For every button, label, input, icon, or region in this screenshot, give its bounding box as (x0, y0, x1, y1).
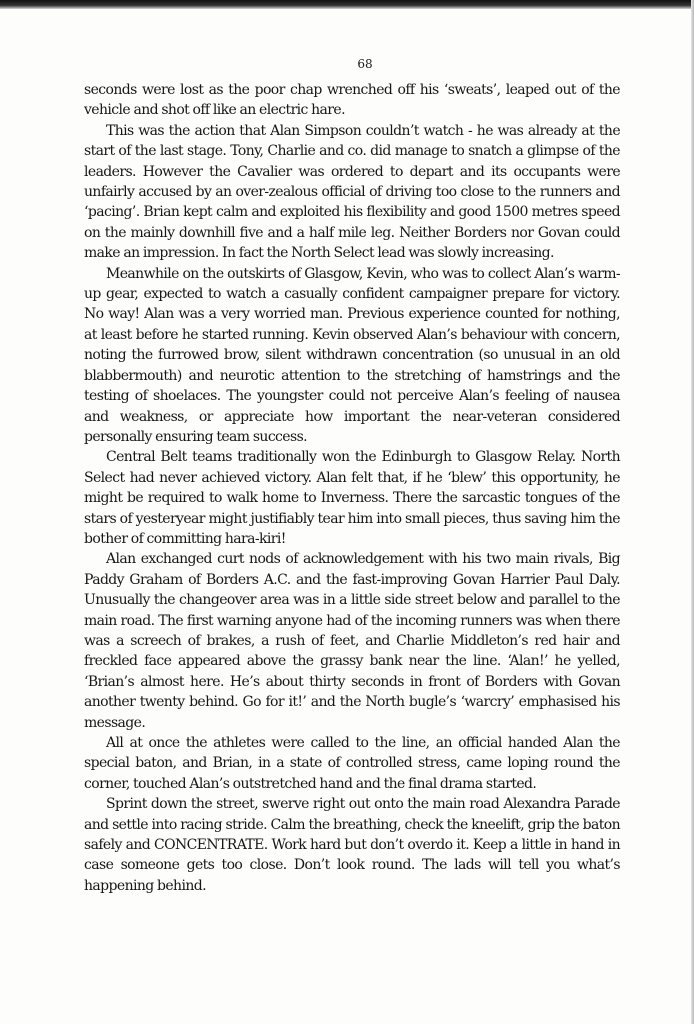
page-number: 68 (357, 57, 373, 71)
paragraph-7: Sprint down the street, swerve right out onto the main road Alexandra Parade and settle into racing stride. Calm the breathing, check the kneelift, grip the baton safely and CONCENTRATE. Work hard but don’t overdo it. Keep a little in hand in case someone gets too close. Don’t look round. The lads will tell you what’s happening behind. (84, 796, 620, 894)
paragraph-2: This was the action that Alan Simpson couldn’t watch - he was already at the start of the last stage. Tony, Charlie and co. did manage to snatch a glimpse of the leaders. However the Cavalier was ordered to depart and its occupants were unfairly accused by an over-zealous official of driving too close to the runners and ‘pacing’. Brian kept calm and exploited his flexibility and good 1500 metres speed on the mainly downhill five and a half mile leg. Neither Borders nor Govan could make an impression. In fact the North Select lead was slowly increasing. (84, 122, 620, 262)
paragraph-6: All at once the athletes were called to the line, an official handed Alan the special baton, and Brian, in a state of controlled stress, came loping round the corner, touched Alan’s outstretched hand and the final drama started. (84, 735, 620, 792)
body-text (84, 80, 620, 896)
paragraph-1: seconds were lost as the poor chap wrenched off his ‘sweats’, leaped out of the vehicle and shot off like an electric hare. (84, 82, 620, 119)
paragraph-5: Alan exchanged curt nods of acknowledgement with his two main rivals, Big Paddy Graham of Borders A.C. and the fast-improving Govan Harrier Paul Daly. Unusually the changeover area was in a little side street below and parallel to the main road. The first warning anyone had of the incoming runners was when there was a screech of brakes, a rush of feet, and Charlie Middleton’s red hair and freckled face appeared above the grassy bank near the line. ‘Alan!’ he yelled, ‘Brian’s almost here. He’s about thirty seconds in front of Borders with Govan another twenty behind. Go for it!’ and the North bugle’s ‘warcry’ emphasised his message. (84, 551, 620, 731)
paragraph-4: Central Belt teams traditionally won the Edinburgh to Glasgow Relay. North Select had never achieved victory. Alan felt that, if he ‘blew’ this opportunity, he might be required to walk home to Inverness. There the sarcastic tongues of the stars of yesteryear might justifiably tear him into small pieces, thus saving him the bother of committing hara-kiri! (84, 449, 620, 547)
page-top-shadow (0, 0, 694, 9)
paragraph-3: Meanwhile on the outskirts of Glasgow, Kevin, who was to collect Alan’s warm-up gear, expected to watch a casually confident campaigner prepare for victory. No way! Alan was a very worried man. Previous experience counted for nothing, at least before he started running. Kevin observed Alan’s behaviour with concern, noting the furrowed brow, silent withdrawn concentration (so unusual in an old blabbermouth) and neurotic attention to the stretching of hamstrings and the testing of shoelaces. The youngster could not perceive Alan’s feeling of nausea and weakness, or appreciate how important the near-veteran considered personally ensuring team success. (84, 265, 620, 445)
book-page (0, 9, 694, 1024)
